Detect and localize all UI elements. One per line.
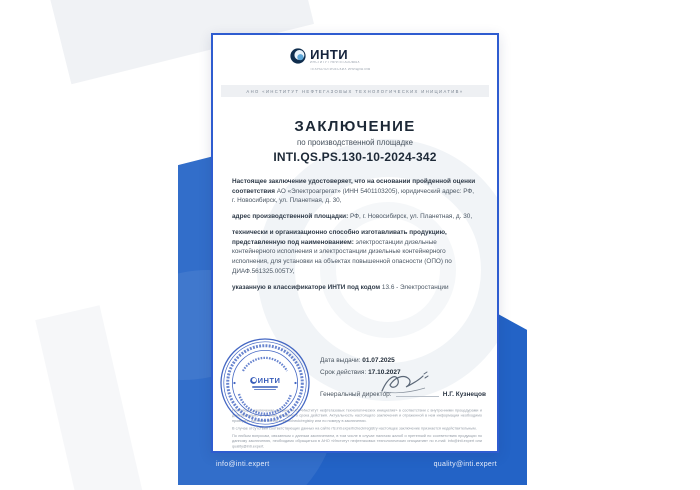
paragraph-rest: РФ, г. Новосибирск, ул. Планетная, д. 30,: [348, 213, 473, 221]
issue-date-value: 01.07.2025: [362, 357, 395, 364]
valid-until-label: Срок действия:: [320, 368, 367, 376]
round-seal-stamp: [219, 337, 311, 429]
issue-details-block: [320, 357, 486, 398]
handwritten-signature: [378, 371, 430, 397]
paragraph-rest: электростанции дизельные контейнерного исполнения и электростанции дизельные контейнерного исполнения, для установки на объектах повышенной опасности (ОПО) по ДИАФ.561325.005ТУ,: [232, 238, 452, 275]
inti-drop-icon: [290, 48, 306, 64]
fine-print-paragraph: По любым вопросам, связанным с данным заключением, в том числе в случае наличия жалоб и претензий по соответствию продукции по данному заключению, необходимо обращаться в АНО «Институт нефтегазовых технологических инициатив» по e-mail: info@inti.expert или quality@inti.expert.: [232, 433, 482, 449]
valid-until-value: 17.10.2027: [368, 368, 401, 376]
inti-logo: [213, 48, 497, 75]
body-paragraph: [232, 228, 478, 277]
issue-date-row: [320, 357, 486, 364]
director-signature-row: [320, 390, 486, 398]
paragraph-rest: 13.6 - Электростанции: [380, 283, 449, 291]
seal-rings: [219, 337, 311, 429]
body-paragraph: [232, 283, 478, 293]
paragraph-rest: АО «Электроагрегат» (ИНН 5401103205), юридический адрес: РФ, г. Новосибирск, ул. Планетная, д. 30,: [232, 187, 475, 205]
organization-name: АНО «ИНСТИТУТ НЕФТЕГАЗОВЫХ ТЕХНОЛОГИЧЕСКИХ ИНИЦИАТИВ»: [246, 88, 464, 94]
paragraph-lead: технически и организационно способно изготавливать продукцию, представленную под наименованием:: [232, 228, 447, 246]
body-paragraph: [232, 177, 478, 206]
issue-date-label: Дата выдачи:: [320, 357, 361, 364]
organization-bar: [221, 85, 489, 97]
seal-wordmark: ИНТИ: [257, 375, 281, 385]
logo-wordmark: ИНТИ: [310, 47, 349, 62]
paragraph-lead: указанную в классификаторе ИНТИ под кодом: [232, 283, 381, 291]
certificate-page: [211, 33, 499, 453]
footer-email-info[interactable]: info@inti.expert: [216, 461, 270, 468]
fine-print-paragraph: В случае отсутствия соответствующих данных на сайте rfs.inti.expert/check/registry настоящее заключение признается недействительным.: [232, 425, 477, 431]
logo-tagline-line2: ТЕХНОЛОГИЧЕСКИХ ИНИЦИАТИВ: [310, 68, 371, 72]
footer-email-quality[interactable]: quality@inti.expert: [433, 461, 497, 468]
certificate-body: [232, 177, 478, 292]
paragraph-lead: адрес производственной площадки:: [232, 213, 349, 221]
certificate-number: INTI.QS.PS.130-10-2024-342: [273, 150, 437, 164]
decorative-diagonal-bottom-left: [35, 305, 147, 490]
director-label: Генеральный директор:: [320, 390, 392, 398]
certificate-subtitle: по производственной площадке: [297, 138, 413, 147]
fine-print-paragraph: Настоящее заключение выдано АНО «Институт нефтегазовых технологических инициатив» в соответствии с внутренними процедурами и действительно в течение указанного срока действия. Актуальность настоящего заключения и отраженной в нем информации необходимо проверять на сайте rfs.inti.expert/check/registry или по номеру в заключении.: [232, 408, 482, 423]
body-paragraph: [232, 212, 478, 222]
paragraph-lead: Настоящее заключение удостоверяет, что на основании пройденной оценки соответствия: [232, 178, 476, 195]
logo-tagline-line1: ИНСТИТУТ НЕФТЕГАЗОВЫХ: [310, 61, 360, 65]
certificate-title: ЗАКЛЮЧЕНИЕ: [294, 118, 416, 135]
director-name: Н.Г. Кузнецов: [442, 390, 486, 398]
